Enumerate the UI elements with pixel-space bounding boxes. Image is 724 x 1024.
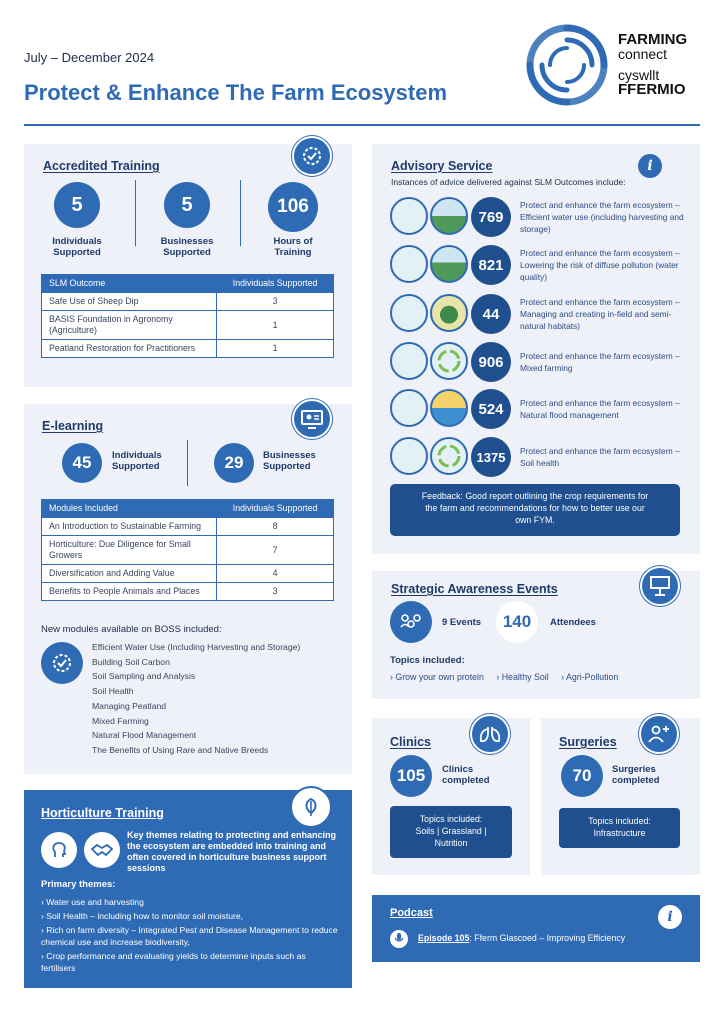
- accredited-training-panel: [24, 144, 352, 387]
- list-item: › Soil Health – including how to monitor soil moisture,: [41, 911, 244, 921]
- primary-themes-list: [41, 896, 341, 974]
- horticulture-intro: Key themes relating to protecting and enhancing the ecosystem are embedded into training and often covered in horticulture business support sessions: [127, 830, 337, 873]
- advisory-value: 769: [471, 197, 511, 237]
- stat-businesses-label: Businesses Supported: [160, 236, 214, 258]
- advisory-text: Protect and enhance the farm ecosystem – Lowering the risk of diffuse pollution (water quality): [520, 248, 680, 282]
- page-title: Protect & Enhance The Farm Ecosystem: [24, 80, 448, 105]
- microphone-icon: [390, 930, 408, 948]
- stat-elearning-businesses: 29: [214, 443, 254, 483]
- table-row: BASIS Foundation in Agronomy (Agriculture) 1: [42, 311, 334, 340]
- list-item: Building Soil Carbon: [92, 656, 170, 667]
- clinics-panel: [372, 718, 530, 875]
- handshake-icon: [84, 832, 120, 868]
- clinics-title: Clinics: [390, 735, 431, 749]
- events-count: 9 Events: [442, 617, 482, 628]
- swirl-logo-icon: [524, 22, 610, 108]
- podcast-description: : Fferm Glascoed – Improving Efficiency: [469, 933, 626, 943]
- podcast-episode-link[interactable]: Episode 105: [418, 933, 470, 943]
- shield-plant-icon: [390, 342, 428, 380]
- surgeries-topics: Topics included: Infrastructure: [559, 808, 680, 848]
- list-item: › Water use and harvesting: [41, 897, 144, 907]
- list-item: › Healthy Soil: [496, 672, 549, 682]
- advisory-value: 44: [471, 294, 511, 334]
- attendees-label: Attendees: [550, 617, 596, 628]
- report-date: July – December 2024: [24, 50, 155, 65]
- advisory-text: Protect and enhance the farm ecosystem – Soil health: [520, 446, 680, 468]
- logo-text-farming: FARMING: [618, 31, 688, 48]
- river-landscape-icon: [430, 245, 468, 283]
- stat-individuals: 5: [54, 182, 100, 228]
- stat-businesses: 5: [164, 182, 210, 228]
- logo-text-cyswllt: cyswllt: [618, 67, 660, 83]
- table-row: Safe Use of Sheep Dip 3: [42, 293, 334, 311]
- shield-plant-icon: [390, 294, 428, 332]
- accredited-training-title: Accredited Training: [43, 159, 160, 173]
- modules-table: [41, 499, 334, 601]
- advisory-item: [390, 197, 690, 237]
- surgeries-title: Surgeries: [559, 735, 617, 749]
- advisory-text: Protect and enhance the farm ecosystem – Managing and creating in-field and semi-natural habitats): [520, 297, 680, 331]
- head-icon: [41, 832, 77, 868]
- cycle-arrows-icon: [430, 342, 468, 380]
- list-item: › Crop performance and evaluating yields to determine inputs such as fertilisers: [41, 951, 306, 973]
- info-icon: i: [638, 154, 662, 178]
- new-modules-list: [92, 640, 300, 758]
- gear-check-icon: [292, 136, 332, 176]
- podcast-title: Podcast: [390, 907, 433, 919]
- list-item: Efficient Water Use (Including Harvesting and Storage): [92, 642, 301, 652]
- clinics-label: Clinics completed: [442, 764, 490, 786]
- advisory-subtitle: Instances of advice delivered against SLM Outcomes include:: [391, 177, 626, 187]
- trees-habitat-icon: [430, 294, 468, 332]
- elearning-title: E-learning: [42, 419, 104, 433]
- list-item: › Rich on farm diversity – Integrated Pest and Disease Management to reduce chemical use and increase biodiversity,: [41, 925, 338, 947]
- list-item: Managing Peatland: [92, 700, 167, 711]
- list-item: Soil Health: [92, 686, 134, 697]
- list-item: The Benefits of Using Rare and Native Breeds: [92, 744, 269, 755]
- primary-themes-heading: Primary themes:: [41, 879, 116, 890]
- stat-elearning-individuals-label: Individuals Supported: [112, 450, 162, 472]
- table-header: Individuals Supported: [217, 275, 334, 293]
- list-item: Mixed Farming: [92, 715, 149, 726]
- shield-plant-icon: [390, 245, 428, 283]
- divider: [135, 180, 136, 246]
- hand-leaf-icon: [290, 786, 332, 828]
- advisory-value: 1375: [471, 437, 511, 477]
- topics-heading: Topics included:: [390, 655, 465, 666]
- stat-elearning-businesses-label: Businesses Supported: [263, 450, 316, 472]
- water-landscape-icon: [430, 197, 468, 235]
- strategic-awareness-panel: [372, 571, 700, 699]
- advisory-text: Protect and enhance the farm ecosystem – Mixed farming: [520, 351, 680, 373]
- horticulture-title: Horticulture Training: [41, 806, 164, 820]
- shield-plant-icon: [390, 437, 428, 475]
- stat-hours: 106: [268, 182, 318, 232]
- stat-individuals-label: Individuals Supported: [52, 236, 102, 258]
- table-row: Horticulture: Due Diligence for Small Growers 7: [42, 536, 334, 565]
- table-row: Peatland Restoration for Practitioners 1: [42, 340, 334, 358]
- surgeries-panel: [541, 718, 700, 875]
- podcast-panel: [372, 895, 700, 962]
- strategic-title: Strategic Awareness Events: [391, 582, 558, 596]
- divider: [187, 440, 188, 486]
- table-row: Diversification and Adding Value 4: [42, 565, 334, 583]
- new-modules-heading: New modules available on BOSS included:: [41, 624, 222, 635]
- add-person-icon: [639, 714, 679, 754]
- table-header: SLM Outcome: [42, 275, 217, 293]
- surgeries-value: 70: [561, 755, 603, 797]
- advisory-text: Protect and enhance the farm ecosystem – Natural flood management: [520, 398, 680, 420]
- advisory-value: 821: [471, 245, 511, 285]
- table-row: An Introduction to Sustainable Farming 8: [42, 518, 334, 536]
- info-icon: i: [658, 905, 682, 929]
- list-item: › Grow your own protein: [390, 672, 484, 682]
- stat-hours-label: Hours of Training: [273, 236, 313, 258]
- table-row: Benefits to People Animals and Places 3: [42, 583, 334, 601]
- lungs-icon: [470, 714, 510, 754]
- list-item: › Agri-Pollution: [561, 672, 619, 682]
- clinics-value: 105: [390, 755, 432, 797]
- table-header: Individuals Supported: [217, 500, 334, 518]
- advisory-item: [390, 389, 690, 429]
- shield-plant-icon: [390, 389, 428, 427]
- attendees-value: 140: [496, 601, 538, 643]
- advisory-value: 524: [471, 389, 511, 429]
- advisory-text: Protect and enhance the farm ecosystem – Efficient water use (including harvesting and storage): [520, 200, 684, 234]
- logo-text-connect: connect: [618, 46, 668, 62]
- advisory-item: [390, 437, 690, 477]
- advisory-item: [390, 245, 690, 285]
- podcast-episode: [418, 933, 625, 943]
- advisory-item: [390, 342, 690, 382]
- logo-text-ffermio: FFERMIO: [618, 81, 686, 98]
- list-item: Soil Sampling and Analysis: [92, 671, 196, 682]
- gear-check-icon: [41, 642, 83, 684]
- farming-connect-logo: [524, 22, 714, 108]
- shield-plant-icon: [390, 197, 428, 235]
- presentation-board-icon: [640, 566, 680, 606]
- people-group-icon: [390, 601, 432, 643]
- horticulture-panel: [24, 790, 352, 988]
- advisory-feedback: Feedback: Good report outlining the crop requirements for the farm and recommendations for how to better use our own FYM.: [390, 484, 680, 536]
- flood-house-icon: [430, 389, 468, 427]
- clinics-topics: Topics included: Soils | Grassland | Nutrition: [390, 806, 512, 858]
- advisory-item: [390, 294, 690, 334]
- computer-certificate-icon: [292, 399, 332, 439]
- table-header: Modules Included: [42, 500, 217, 518]
- elearning-panel: [24, 404, 352, 774]
- surgeries-label: Surgeries completed: [612, 764, 660, 786]
- cycle-arrows-icon: [430, 437, 468, 475]
- stat-elearning-individuals: 45: [62, 443, 102, 483]
- topics-list: [390, 672, 618, 682]
- divider: [240, 180, 241, 246]
- header-divider: [24, 124, 700, 126]
- advisory-value: 906: [471, 342, 511, 382]
- slm-outcome-table: [41, 274, 334, 358]
- advisory-service-title: Advisory Service: [391, 159, 493, 173]
- list-item: Natural Flood Management: [92, 730, 197, 741]
